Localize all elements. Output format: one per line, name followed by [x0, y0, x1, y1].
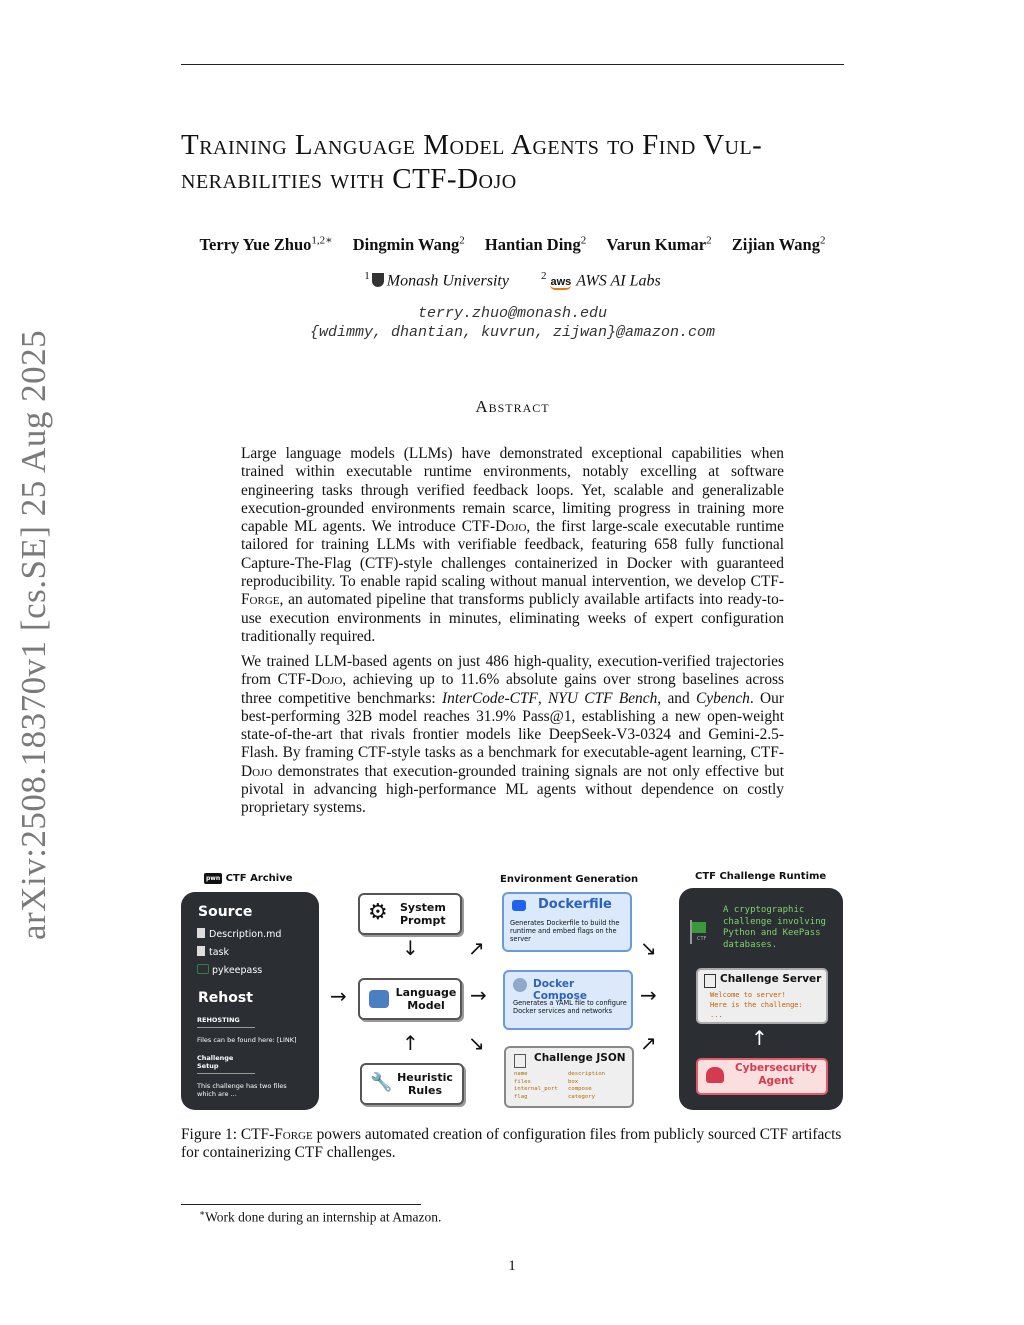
folder-icon	[197, 964, 209, 974]
robot-icon	[369, 990, 389, 1008]
language-model-box: Language Model	[358, 978, 462, 1020]
gear-icon: ⚙	[368, 900, 388, 925]
author: Hantian Ding$^2$	[484, 234, 587, 254]
author-list	[181, 233, 844, 255]
environment-generation-label: Environment Generation	[500, 874, 639, 885]
arrow-up-right-icon: ↗	[468, 936, 485, 960]
author: Terry Yue Zhuo$^{1,2∗}$	[199, 234, 333, 254]
affiliation-monash: Monash University	[386, 272, 509, 290]
arrow-down-icon: ↓	[402, 936, 419, 960]
page-number: 1	[508, 1258, 516, 1274]
title-line-1: Training Language Model Agents to Find Vul-	[181, 129, 763, 161]
arrow-right-icon: →	[470, 983, 487, 1007]
ctf-challenge-runtime-label: CTF Challenge Runtime	[695, 871, 827, 882]
server-icon	[704, 974, 716, 988]
figure-1	[180, 868, 845, 1116]
arrow-up-icon: ↑	[402, 1031, 419, 1055]
file-item: task	[197, 944, 281, 962]
docker-compose-box: Docker Compose Generates a YAML file to configure Docker services and networks	[503, 970, 633, 1030]
ctf-archive-label: pwn CTF Archive	[206, 873, 293, 884]
heuristic-rules-box: 🔧 Heuristic Rules	[360, 1063, 464, 1105]
email-line-2: {wdimmy, dhantian, kuvrun, zijwan}@amazon.com	[309, 324, 716, 341]
email-line-1: terry.zhuo@monash.edu	[417, 305, 608, 322]
arrow-up-icon: ↑	[751, 1026, 768, 1050]
octopus-icon	[513, 978, 527, 992]
affiliation-aws: AWS AI Labs	[576, 272, 661, 290]
arrow-down-right-icon: ↘	[640, 936, 657, 960]
dockerfile-box: Dockerfile Generates Dockerfile to build the runtime and embed flags on the server	[502, 892, 632, 952]
docker-whale-icon	[512, 900, 526, 911]
json-fields: name description files box internal_port compose flag category	[514, 1071, 606, 1100]
server-output: Welcome to server! Here is the challenge: ...	[710, 991, 803, 1019]
rehost-details: REHOSTING Files can be found here: [LINK] Challenge Setup This challenge has two files which are ...	[197, 1016, 297, 1098]
author: Zijian Wang$^2$	[731, 234, 826, 254]
top-rule	[181, 64, 844, 65]
hacker-icon	[706, 1067, 724, 1083]
title-line-2: nerabilities with CTF-Dojo	[181, 163, 517, 195]
arrow-right-icon: →	[640, 983, 657, 1007]
cybersecurity-agent-box: Cybersecurity Agent	[696, 1058, 828, 1095]
author: Dingmin Wang$^2$	[352, 234, 465, 254]
footnote: ∗Work done during an internship at Amazon.	[199, 1208, 442, 1225]
file-item: pykeepass	[197, 962, 281, 980]
author: Varun Kumar$^2$	[606, 234, 712, 254]
runtime-description: A cryptographic challenge involving Python and KeePass databases.	[723, 905, 826, 950]
abstract-paragraph-2: We trained LLM-based agents on just 486 high-quality, execution-verified trajectories from CTF-Dojo, achieving up to 11.6% absolute gains over strong baselines across three competitive benchmarks: InterCode-CTF, NYU CTF Bench, and Cybench. Our best-performing 32B model reaches 31.9% Pass@1, establishing a new open-weight state-of-the-art that rivals frontier models like DeepSeek-V3-0324 and Gemini-2.5-Flash. By framing CTF-style tasks as a benchmark for executable-agent learning, CTF-Dojo demonstrates that execution-grounded training signals are not only effective but pivotal in advancing high-performance ML agents without dependence on costly proprietary systems.	[241, 653, 784, 817]
challenge-server-box: Challenge Server Welcome to server! Here is the challenge: ...	[696, 968, 828, 1024]
wrench-icon: 🔧	[370, 1072, 393, 1093]
abstract-heading: Abstract	[475, 397, 550, 416]
arxiv-stamp: arXiv:2508.18370v1 [cs.SE] 25 Aug 2025	[14, 329, 53, 940]
abstract-paragraph-1: Large language models (LLMs) have demonstrated exceptional capabilities when trained within executable runtime environments, notably excelling at software engineering tasks through verified feedback loops. Yet, scalable and generalizable execution-grounded environments remain scarce, limiting progress in training more capable ML agents. We introduce CTF-Dojo, the first large-scale executable runtime tailored for training LLMs with verifiable feedback, featuring 658 fully functional Capture-The-Flag (CTF)-style challenges containerized in Docker with guaranteed reproducibility. To enable rapid scaling without manual intervention, we develop CTF-Forge, an automated pipeline that transforms publicly available artifacts into ready-to-use execution environments in minutes, eliminating weeks of expert configuration traditionally required.	[241, 445, 784, 645]
arrow-down-right-icon: ↘	[468, 1031, 485, 1055]
arrow-right-icon: →	[330, 984, 347, 1008]
footnote-rule	[181, 1204, 421, 1205]
rehost-title: Rehost	[198, 990, 253, 1006]
runtime-panel	[679, 888, 843, 1110]
source-files	[197, 926, 281, 980]
json-file-icon	[514, 1054, 526, 1068]
affiliations: $^1$ Monash University $^2$aws AWS AI Labs	[364, 270, 661, 290]
challenge-json-box: Challenge JSON name description files box internal_port compose flag category	[504, 1046, 634, 1108]
source-title: Source	[198, 904, 253, 920]
monash-crest-icon	[372, 273, 384, 287]
paper-title	[181, 128, 861, 196]
aws-logo-icon: aws	[550, 276, 572, 289]
system-prompt-box: ⚙ System Prompt	[358, 893, 462, 935]
arrow-up-right-icon: ↗	[640, 1031, 657, 1055]
ctf-flag-icon: CTF	[687, 920, 705, 944]
binary-file-icon	[197, 946, 205, 956]
pwn-college-logo-icon: pwn	[206, 875, 221, 882]
figure-caption: Figure 1: CTF-Forge powers automated creation of configuration files from publicly sourced CTF artifacts for containerizing CTF challenges.	[181, 1126, 842, 1162]
file-item: Description.md	[197, 926, 281, 944]
file-icon	[197, 928, 205, 938]
source-panel	[181, 892, 319, 1110]
